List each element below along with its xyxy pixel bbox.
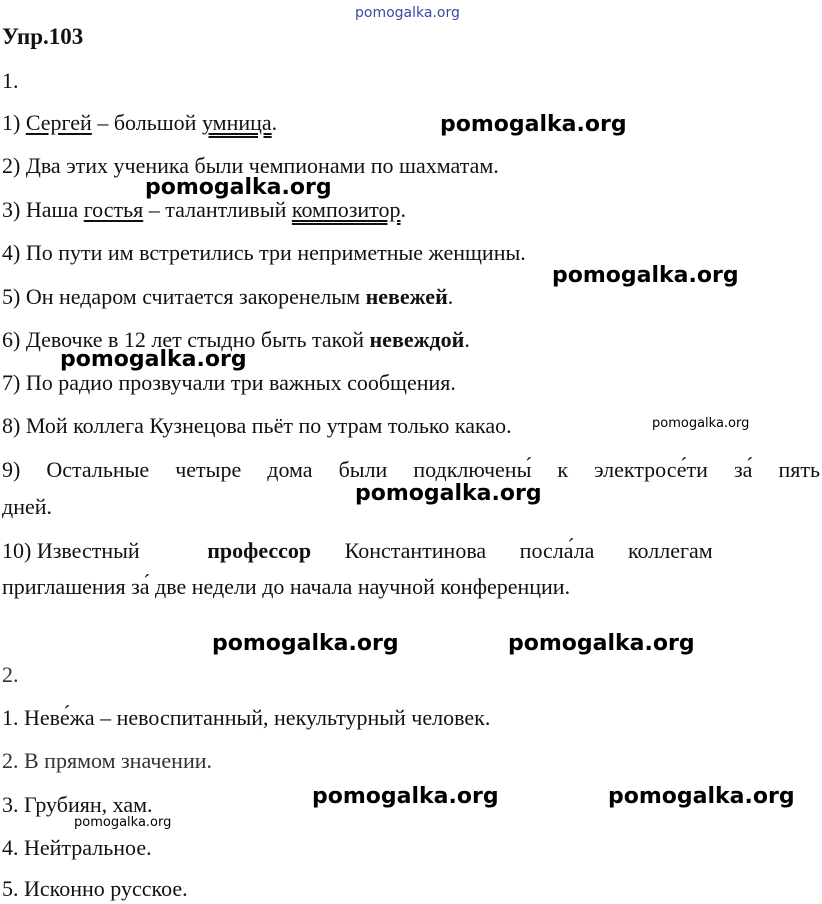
watermark: pomogalka.org bbox=[440, 112, 627, 137]
sentence-1: 1) Сергей – большой умница. bbox=[2, 110, 278, 135]
watermark: pomogalka.org bbox=[355, 481, 542, 506]
header-watermark: pomogalka.org bbox=[355, 5, 460, 21]
sentence-6: 6) Девочке в 12 лет стыдно быть такой невеждой. bbox=[2, 327, 470, 352]
sentence-4: 4) По пути им встретились три неприметные женщины. bbox=[2, 240, 526, 265]
sentence-8: 8) Мой коллега Кузнецова пьёт по утрам только какао. bbox=[2, 413, 512, 438]
watermark-small: pomogalka.org bbox=[74, 815, 172, 830]
sentence-10-line-1: 10) Известный профессор Константинова посла́ла коллегам bbox=[2, 538, 713, 563]
answer-3: 3. Грубиян, хам. bbox=[2, 792, 153, 817]
part1-number: 1. bbox=[2, 68, 19, 93]
watermark: pomogalka.org bbox=[608, 784, 795, 809]
answer-2: 2. В прямом значении. bbox=[2, 748, 212, 773]
sentence-5: 5) Он недаром считается закоренелым невежей. bbox=[2, 284, 454, 309]
exercise-title: Упр.103 bbox=[2, 24, 84, 49]
watermark: pomogalka.org bbox=[312, 784, 499, 809]
watermark: pomogalka.org bbox=[60, 347, 247, 372]
sentence-9-line-2: дней. bbox=[2, 494, 53, 519]
watermark: pomogalka.org bbox=[212, 631, 399, 656]
sentence-3: 3) Наша гостья – талантливый композитор. bbox=[2, 197, 407, 222]
part2-number: 2. bbox=[2, 662, 19, 687]
watermark: pomogalka.org bbox=[552, 263, 739, 288]
sentence-7: 7) По радио прозвучали три важных сообщения. bbox=[2, 370, 456, 395]
answer-4: 4. Нейтральное. bbox=[2, 835, 152, 860]
watermark: pomogalka.org bbox=[145, 175, 332, 200]
watermark-small: pomogalka.org bbox=[652, 416, 750, 431]
sentence-10-line-2: приглашения за́ две недели до начала научной конференции. bbox=[2, 574, 571, 599]
answer-5: 5. Исконно русское. bbox=[2, 876, 188, 901]
sentence-2: 2) Два этих ученика были чемпионами по шахматам. bbox=[2, 153, 499, 178]
answer-1: 1. Неве́жа – невоспитанный, некультурный человек. bbox=[2, 705, 491, 730]
sentence-9-line-1: 9) Остальные четыре дома были подключены́ к электросе́ти за́ пять bbox=[2, 457, 820, 482]
watermark: pomogalka.org bbox=[508, 631, 695, 656]
